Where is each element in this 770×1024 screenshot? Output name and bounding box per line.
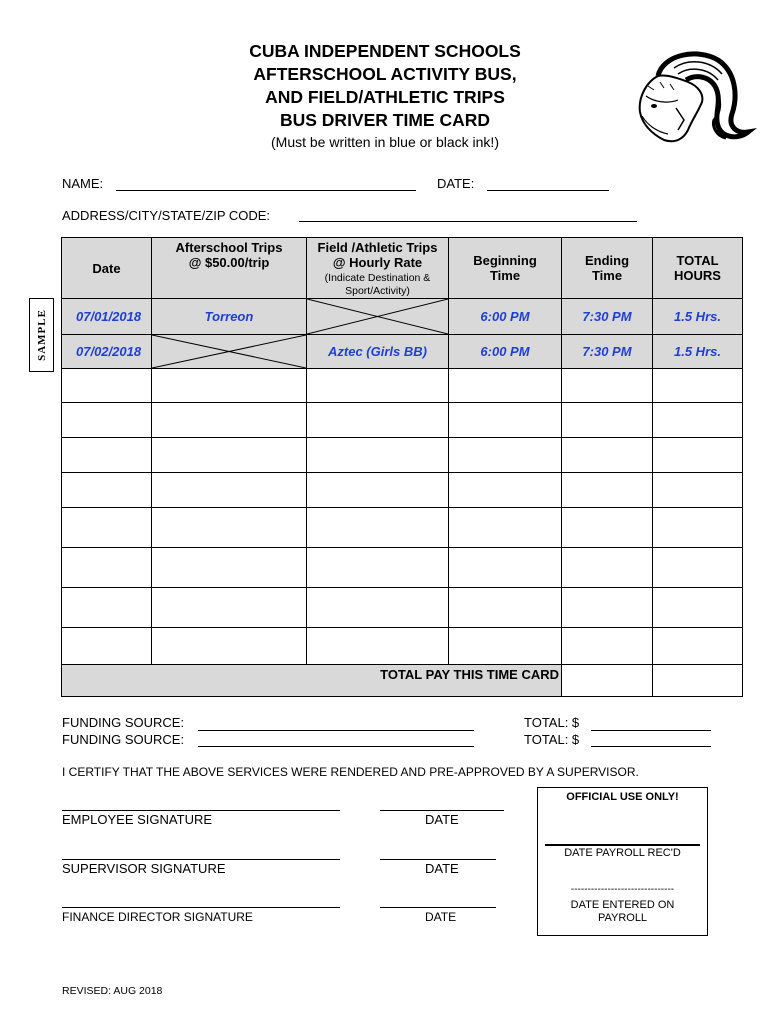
sample-afterschool: Torreon <box>152 299 307 335</box>
header-beginning-time: Beginning Time <box>449 238 562 299</box>
sample-end: 7:30 PM <box>562 335 653 369</box>
employee-signature-line[interactable] <box>62 810 340 811</box>
title-line-1: CUBA INDEPENDENT SCHOOLS <box>249 41 521 61</box>
entered-label-2: PAYROLL <box>597 912 648 924</box>
name-field[interactable] <box>116 190 416 191</box>
finance-date-line[interactable] <box>380 907 496 908</box>
entered-dashes: ------------------------------- <box>570 884 675 895</box>
employee-date-line[interactable] <box>380 810 504 811</box>
sample-row-1 <box>62 299 743 335</box>
finance-signature-line[interactable] <box>62 907 340 908</box>
sample-date: 07/02/2018 <box>62 335 152 369</box>
header-total-hours: TOTAL HOURS <box>653 238 743 299</box>
subtitle: (Must be written in blue or black ink!) <box>271 134 499 150</box>
title-line-2: AFTERSCHOOL ACTIVITY BUS, <box>253 64 517 84</box>
header-field-trips: Field /Athletic Trips @ Hourly Rate (Indicate Destination & Sport/Activity) <box>307 238 449 299</box>
finance-signature-label: FINANCE DIRECTOR SIGNATURE <box>62 910 253 924</box>
sample-hours: 1.5 Hrs. <box>653 335 743 369</box>
total-field[interactable] <box>591 730 711 731</box>
revised-date: REVISED: AUG 2018 <box>62 985 163 997</box>
total-pay-label: TOTAL PAY THIS TIME CARD <box>62 665 562 697</box>
sample-row-2 <box>62 335 743 369</box>
table-row[interactable] <box>62 588 743 628</box>
total-field[interactable] <box>591 746 711 747</box>
header-afterschool: Afterschool Trips @ $50.00/trip <box>152 238 307 299</box>
name-label: NAME: <box>62 176 104 191</box>
ram-head-logo <box>618 46 758 146</box>
official-use-title: OFFICIAL USE ONLY! <box>566 791 679 803</box>
supervisor-date-line[interactable] <box>380 859 496 860</box>
date-field[interactable] <box>487 190 609 191</box>
table-header-row <box>62 238 743 299</box>
funding-source-label: FUNDING SOURCE: <box>62 732 185 747</box>
sample-begin: 6:00 PM <box>449 335 562 369</box>
table-row[interactable] <box>62 508 743 548</box>
header-field-note: (Indicate Destination & Sport/Activity) <box>324 272 431 297</box>
sample-begin: 6:00 PM <box>449 299 562 335</box>
employee-signature-label: EMPLOYEE SIGNATURE <box>62 812 213 827</box>
total-label: TOTAL: $ <box>524 715 580 730</box>
sample-stamp: SAMPLE <box>29 298 54 372</box>
crossed-out-cell <box>307 299 449 335</box>
crossed-out-cell <box>152 335 307 369</box>
table-row[interactable] <box>62 438 743 473</box>
sample-field: Aztec (Girls BB) <box>307 335 449 369</box>
table-row[interactable] <box>62 548 743 588</box>
table-row[interactable] <box>62 403 743 438</box>
funding-source-field[interactable] <box>198 746 474 747</box>
sample-end: 7:30 PM <box>562 299 653 335</box>
title-line-4: BUS DRIVER TIME CARD <box>279 110 490 130</box>
header-date: Date <box>62 238 152 299</box>
employee-date-label: DATE <box>425 812 459 827</box>
table-row[interactable] <box>62 473 743 508</box>
total-label: TOTAL: $ <box>524 732 580 747</box>
supervisor-signature-line[interactable] <box>62 859 340 860</box>
table-row[interactable] <box>62 628 743 665</box>
total-hours-cell[interactable] <box>653 665 743 697</box>
entered-label-1: DATE ENTERED ON <box>570 899 675 911</box>
sample-date: 07/01/2018 <box>62 299 152 335</box>
total-pay-row <box>62 665 743 697</box>
funding-source-label: FUNDING SOURCE: <box>62 715 185 730</box>
title-line-3: AND FIELD/ATHLETIC TRIPS <box>265 87 505 107</box>
supervisor-signature-label: SUPERVISOR SIGNATURE <box>62 861 226 876</box>
funding-source-field[interactable] <box>198 730 474 731</box>
time-card-table <box>61 237 743 697</box>
sample-hours: 1.5 Hrs. <box>653 299 743 335</box>
table-row[interactable] <box>62 369 743 403</box>
finance-date-label: DATE <box>425 910 457 924</box>
payroll-recd-line[interactable] <box>545 844 700 846</box>
header-ending-time: Ending Time <box>562 238 653 299</box>
supervisor-date-label: DATE <box>425 861 459 876</box>
date-label: DATE: <box>437 176 475 191</box>
address-field[interactable] <box>299 221 637 222</box>
total-pay-cell[interactable] <box>562 665 653 697</box>
certify-statement: I CERTIFY THAT THE ABOVE SERVICES WERE RENDERED AND PRE-APPROVED BY A SUPERVISOR. <box>62 765 639 779</box>
address-label: ADDRESS/CITY/STATE/ZIP CODE: <box>62 208 271 223</box>
payroll-recd-label: DATE PAYROLL REC'D <box>564 847 681 859</box>
